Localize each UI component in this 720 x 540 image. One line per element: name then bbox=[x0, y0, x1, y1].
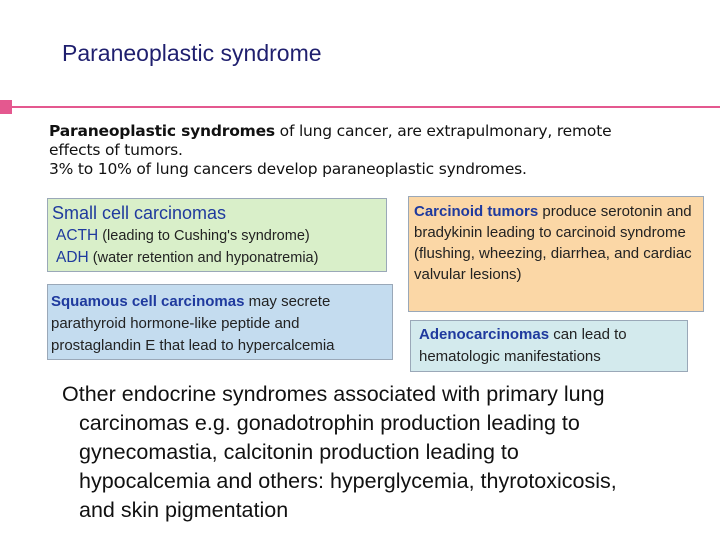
adh-label: ADH bbox=[56, 249, 89, 266]
slide-title: Paraneoplastic syndrome bbox=[62, 40, 322, 66]
accent-square bbox=[0, 100, 12, 114]
intro-line-3: 3% to 10% of lung cancers develop paraneoplastic syndromes. bbox=[49, 160, 527, 178]
carcinoid-label: Carcinoid tumors bbox=[414, 203, 539, 220]
small-cell-item-acth bbox=[56, 227, 310, 245]
other-line-4: hypocalcemia and others: hyperglycemia, thyrotoxicosis, bbox=[79, 469, 617, 493]
accent-divider bbox=[12, 106, 720, 108]
adeno-text bbox=[419, 324, 687, 368]
intro-line-2: effects of tumors. bbox=[49, 141, 183, 159]
other-syndromes-paragraph bbox=[62, 380, 702, 525]
small-cell-heading: Small cell carcinomas bbox=[52, 203, 227, 223]
squamous-text bbox=[51, 291, 393, 357]
intro-line-1 bbox=[49, 122, 679, 141]
intro-paragraph bbox=[49, 122, 679, 179]
adeno-box bbox=[410, 320, 688, 372]
squamous-description: may secrete parathyroid hormone-like peptide and prostaglandin E that lead to hypercalcemia bbox=[51, 293, 335, 354]
other-line-5: and skin pigmentation bbox=[79, 498, 289, 522]
squamous-label: Squamous cell carcinomas bbox=[51, 293, 245, 310]
other-line-1: Other endocrine syndromes associated with primary lung bbox=[62, 382, 605, 406]
intro-line-1-rest: of lung cancer, are extrapulmonary, remote bbox=[274, 122, 612, 140]
adeno-label: Adenocarcinomas bbox=[419, 326, 550, 343]
squamous-box bbox=[47, 284, 393, 360]
carcinoid-box bbox=[408, 196, 704, 312]
acth-label: ACTH bbox=[56, 227, 99, 244]
carcinoid-description: produce serotonin and bradykinin leading to carcinoid syndrome (flushing, wheezing, diarrhea, and cardiac valvular lesions) bbox=[414, 203, 692, 283]
other-line-2: carcinomas e.g. gonadotrophin production leading to bbox=[79, 411, 580, 435]
carcinoid-text bbox=[414, 201, 702, 285]
adeno-description: can lead to hematologic manifestations bbox=[419, 326, 627, 365]
other-line-3: gynecomastia, calcitonin production leading to bbox=[79, 440, 519, 464]
acth-text: (leading to Cushing's syndrome) bbox=[98, 228, 310, 244]
small-cell-item-adh bbox=[56, 249, 318, 267]
intro-term: Paraneoplastic syndromes bbox=[49, 122, 275, 140]
adh-text: (water retention and hyponatremia) bbox=[88, 250, 319, 266]
small-cell-box bbox=[47, 198, 387, 272]
